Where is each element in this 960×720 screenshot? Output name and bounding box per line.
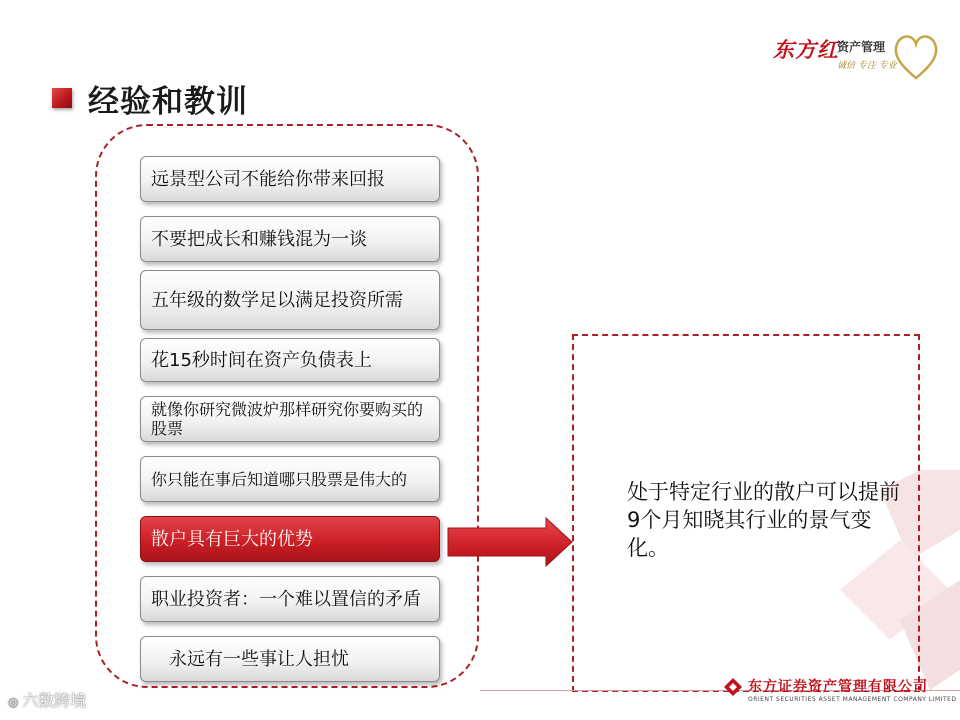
lesson-text: 职业投资者：一个难以置信的矛盾 — [151, 588, 421, 610]
lesson-item-4 — [140, 338, 440, 382]
heart-icon — [891, 30, 941, 82]
lesson-item-8 — [140, 576, 440, 622]
lesson-item-5 — [140, 396, 440, 442]
watermark-icon: ◎ — [8, 695, 23, 709]
footer-company-name: 东方证券资产管理有限公司 — [748, 679, 928, 695]
lesson-item-9 — [140, 636, 440, 682]
company-logo — [773, 30, 943, 80]
lesson-item-7-highlighted — [140, 516, 440, 562]
lesson-text: 花15秒时间在资产负债表上 — [151, 349, 372, 371]
page-title: 经验和教训 — [88, 84, 248, 120]
footer-company-name-en: ORIENT SECURITIES ASSET MANAGEMENT COMPANY LIMITED — [748, 696, 957, 703]
right-arrow-icon — [446, 516, 574, 568]
lesson-item-3 — [140, 270, 440, 330]
watermark-label: 六数跨境 — [22, 691, 87, 710]
logo-subtitle: 资产管理 — [837, 40, 886, 54]
lesson-text: 散户具有巨大的优势 — [151, 528, 313, 550]
lesson-text: 五年级的数学足以满足投资所需 — [151, 289, 403, 311]
title-bullet-icon — [52, 88, 72, 108]
logo-brand-text: 东方红 — [773, 37, 839, 62]
lesson-item-1 — [140, 156, 440, 202]
lesson-text: 就像你研究微波炉那样研究你要购买的股票 — [151, 400, 424, 438]
watermark-text — [8, 688, 86, 711]
lesson-text: 不要把成长和赚钱混为一谈 — [151, 228, 367, 250]
lesson-item-2 — [140, 216, 440, 262]
logo-slogan: 诚信 专注 专业 — [837, 61, 897, 71]
lesson-text: 你只能在事后知道哪只股票是伟大的 — [151, 469, 408, 489]
lesson-text: 永远有一些事让人担忧 — [169, 648, 349, 670]
company-mark-icon — [723, 677, 743, 697]
callout-text: 处于特定行业的散户可以提前9个月知晓其行业的景气变化。 — [627, 480, 900, 560]
lesson-item-6 — [140, 456, 440, 502]
lesson-text: 远景型公司不能给你带来回报 — [151, 168, 385, 190]
